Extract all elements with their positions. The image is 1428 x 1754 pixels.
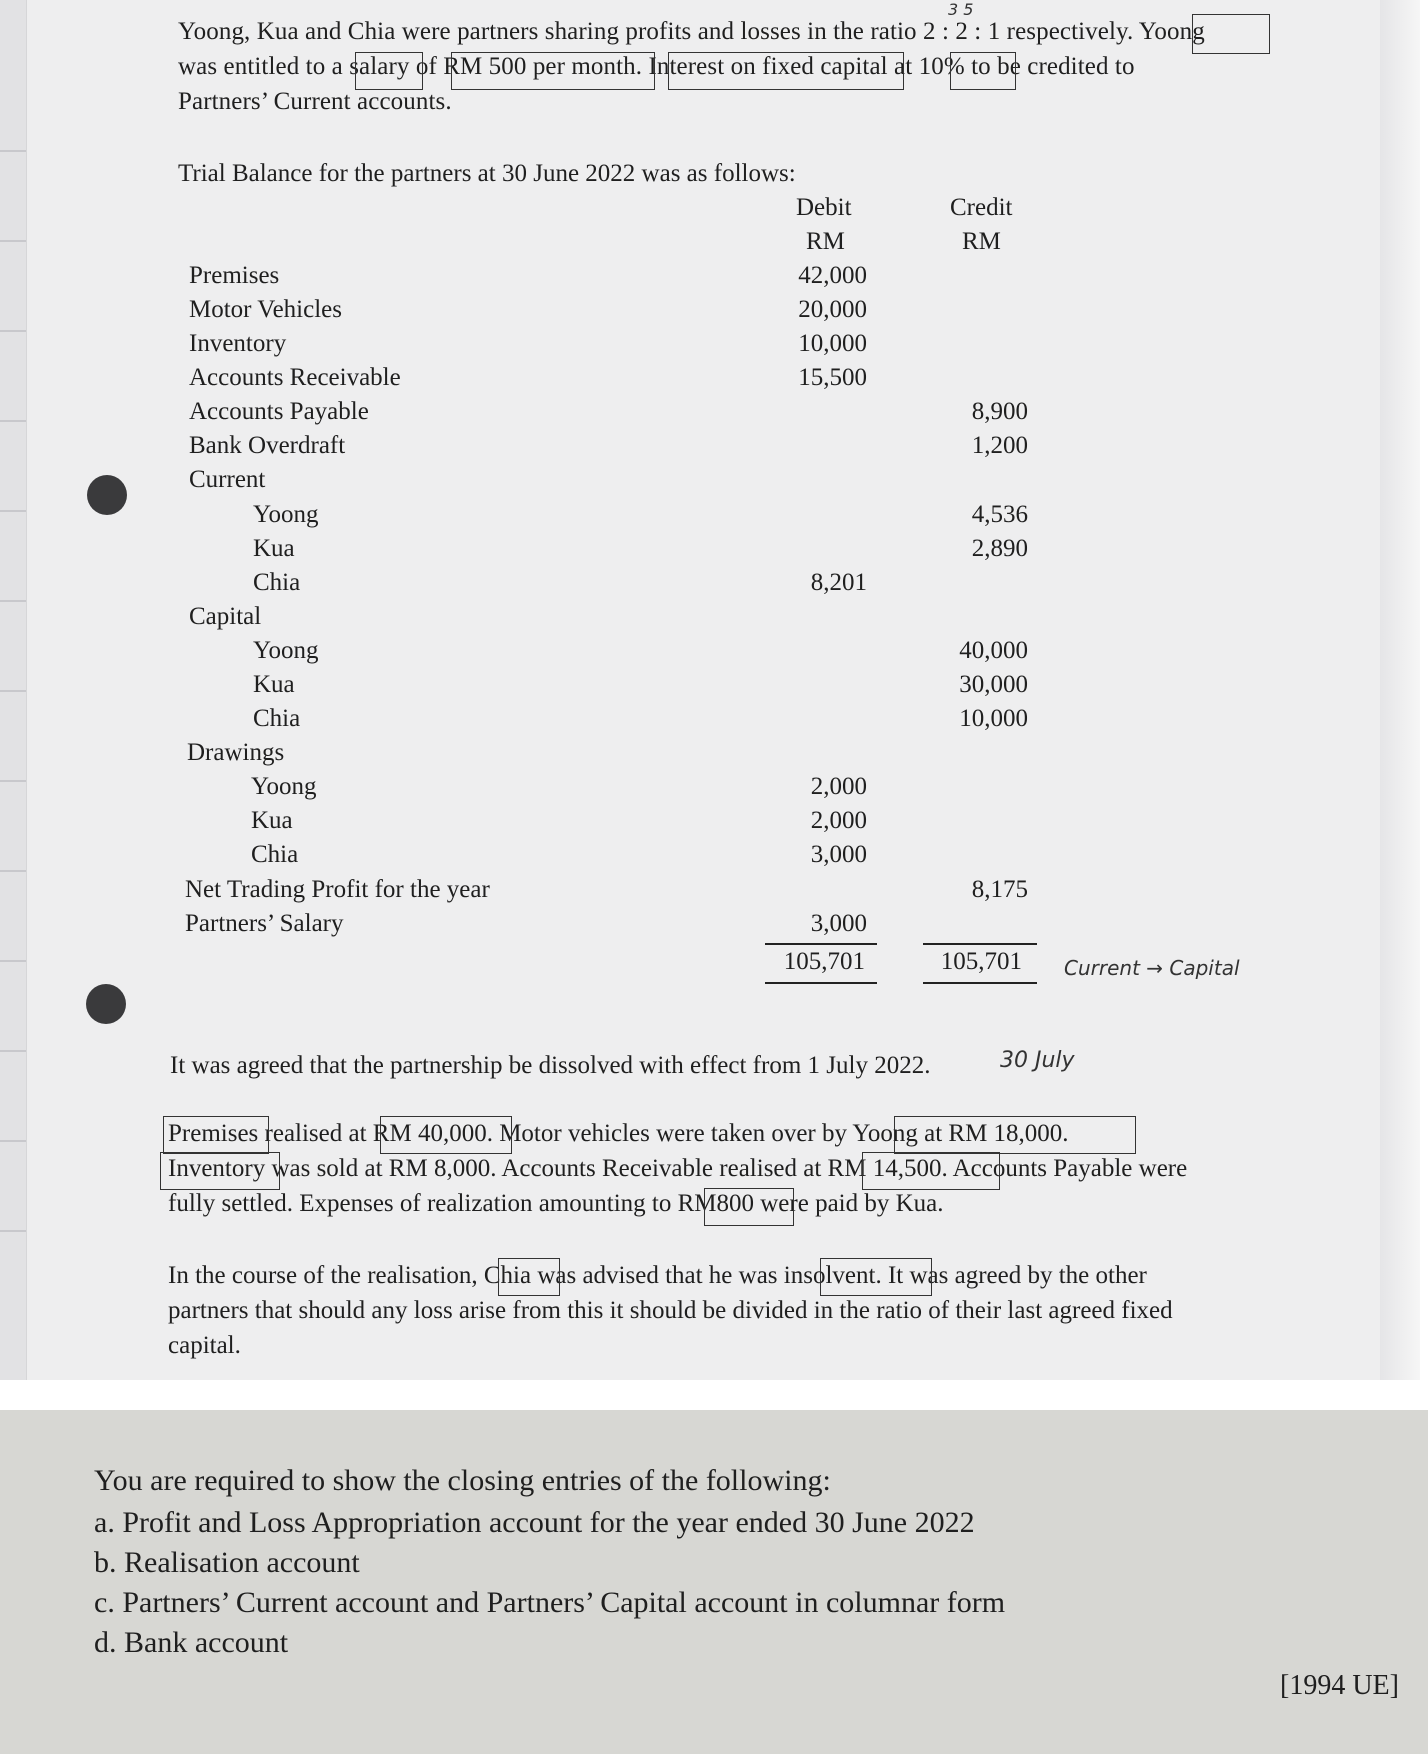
row-label: Motor Vehicles xyxy=(189,296,342,323)
insolvency-line-1: In the course of the realisation, Chia was advised that he was insolvent. It was agreed by the other xyxy=(168,1262,1147,1289)
row-label: Kua xyxy=(253,671,295,698)
requirement-item-a: a. Profit and Loss Appropriation account for the year ended 30 June 2022 xyxy=(94,1506,975,1539)
total-rule xyxy=(765,943,877,945)
row-debit: 8,201 xyxy=(810,569,867,596)
row-debit: 10,000 xyxy=(798,330,867,357)
row-credit: 10,000 xyxy=(959,705,1028,732)
row-credit: 8,175 xyxy=(971,876,1028,903)
row-label: Current xyxy=(189,466,266,493)
intro-line-3: Partners’ Current accounts. xyxy=(178,88,452,115)
insolvency-line-2: partners that should any loss arise from this it should be divided in the ratio of their last agreed fixed xyxy=(168,1297,1173,1324)
requirement-item-d: d. Bank account xyxy=(94,1626,289,1659)
binder-margin xyxy=(0,0,27,1380)
margin-tick xyxy=(0,510,26,512)
double-rule xyxy=(923,982,1037,984)
margin-tick xyxy=(0,780,26,782)
margin-tick xyxy=(0,600,26,602)
punch-hole xyxy=(86,984,126,1024)
realisation-line-1: Premises realised at RM 40,000. Motor vehicles were taken over by Yoong at RM 18,000. xyxy=(168,1120,1069,1147)
insolvency-line-3: capital. xyxy=(168,1332,241,1359)
row-credit: 30,000 xyxy=(959,671,1028,698)
row-label: Net Trading Profit for the year xyxy=(185,876,490,903)
page-edge xyxy=(1380,0,1420,1380)
handwritten-ratio-note: 3 5 xyxy=(948,0,974,19)
annotation-box xyxy=(498,1258,560,1296)
margin-tick xyxy=(0,420,26,422)
row-debit: 20,000 xyxy=(798,296,867,323)
requirements-lead: You are required to show the closing entries of the following: xyxy=(94,1464,831,1497)
dissolution-text: It was agreed that the partnership be dissolved with effect from 1 July 2022. xyxy=(170,1052,931,1079)
annotation-box xyxy=(668,52,904,90)
row-label: Yoong xyxy=(253,501,319,528)
row-debit: 2,000 xyxy=(810,773,867,800)
margin-tick xyxy=(0,330,26,332)
row-debit: 15,500 xyxy=(798,364,867,391)
question-sheet-page-2 xyxy=(0,1410,1428,1754)
requirement-item-c: c. Partners’ Current account and Partners’ Capital account in columnar form xyxy=(94,1586,1006,1619)
realisation-line-2: Inventory was sold at RM 8,000. Accounts Receivable realised at RM 14,500. Accounts Payable were xyxy=(168,1155,1188,1182)
annotation-box xyxy=(950,52,1016,90)
row-debit: 3,000 xyxy=(810,841,867,868)
punch-hole xyxy=(87,475,127,515)
credit-unit: RM xyxy=(962,228,1001,255)
annotation-box xyxy=(820,1258,932,1296)
annotation-box xyxy=(451,52,655,90)
margin-tick xyxy=(0,1050,26,1052)
intro-line-2: was entitled to a salary of RM 500 per month. Interest on fixed capital at 10% to be credited to xyxy=(178,53,1135,80)
row-credit: 1,200 xyxy=(971,432,1028,459)
row-label: Chia xyxy=(251,841,299,868)
row-label: Yoong xyxy=(253,637,319,664)
annotation-box xyxy=(862,1152,1000,1190)
total-rule xyxy=(923,943,1037,945)
annotation-box xyxy=(704,1188,794,1226)
total-debit: 105,701 xyxy=(783,948,865,975)
annotation-box xyxy=(160,1152,280,1190)
handwritten-date-note: 30 July xyxy=(1000,1048,1075,1073)
margin-tick xyxy=(0,1140,26,1142)
margin-tick xyxy=(0,1230,26,1232)
row-label: Chia xyxy=(253,569,301,596)
row-label: Accounts Payable xyxy=(189,398,369,425)
row-label: Accounts Receivable xyxy=(189,364,401,391)
row-label: Partners’ Salary xyxy=(185,910,344,937)
trial-balance-heading: Trial Balance for the partners at 30 June 2022 was as follows: xyxy=(178,160,796,187)
double-rule xyxy=(765,982,877,984)
handwritten-current-capital-note: Current → Capital xyxy=(1064,956,1240,980)
annotation-box xyxy=(355,52,423,90)
row-credit: 40,000 xyxy=(959,637,1028,664)
row-label: Inventory xyxy=(189,330,287,357)
row-debit: 42,000 xyxy=(798,262,867,289)
credit-column-header: Credit xyxy=(950,194,1013,221)
debit-unit: RM xyxy=(806,228,845,255)
annotation-box xyxy=(380,1116,512,1154)
realisation-line-3: fully settled. Expenses of realization amounting to RM800 were paid by Kua. xyxy=(168,1190,944,1217)
row-debit: 2,000 xyxy=(810,807,867,834)
annotation-box xyxy=(894,1116,1136,1154)
total-credit: 105,701 xyxy=(940,948,1022,975)
margin-tick xyxy=(0,240,26,242)
row-label: Capital xyxy=(189,603,262,630)
margin-tick xyxy=(0,150,26,152)
margin-tick xyxy=(0,690,26,692)
annotation-box xyxy=(163,1116,269,1154)
debit-column-header: Debit xyxy=(796,194,852,221)
row-credit: 4,536 xyxy=(971,501,1028,528)
row-debit: 3,000 xyxy=(810,910,867,937)
margin-tick xyxy=(0,960,26,962)
row-label: Drawings xyxy=(187,739,285,766)
row-credit: 2,890 xyxy=(971,535,1028,562)
margin-tick xyxy=(0,870,26,872)
row-label: Kua xyxy=(253,535,295,562)
row-label: Chia xyxy=(253,705,301,732)
row-label: Bank Overdraft xyxy=(189,432,346,459)
annotation-box xyxy=(1192,14,1270,54)
row-credit: 8,900 xyxy=(971,398,1028,425)
intro-line-1: Yoong, Kua and Chia were partners sharing profits and losses in the ratio 2 : 2 : 1 respectively. Yoong xyxy=(178,18,1205,45)
row-label: Premises xyxy=(189,262,280,289)
row-label: Kua xyxy=(251,807,293,834)
row-label: Yoong xyxy=(251,773,317,800)
requirement-item-b: b. Realisation account xyxy=(94,1546,360,1579)
source-reference: [1994 UE] xyxy=(1280,1670,1399,1701)
